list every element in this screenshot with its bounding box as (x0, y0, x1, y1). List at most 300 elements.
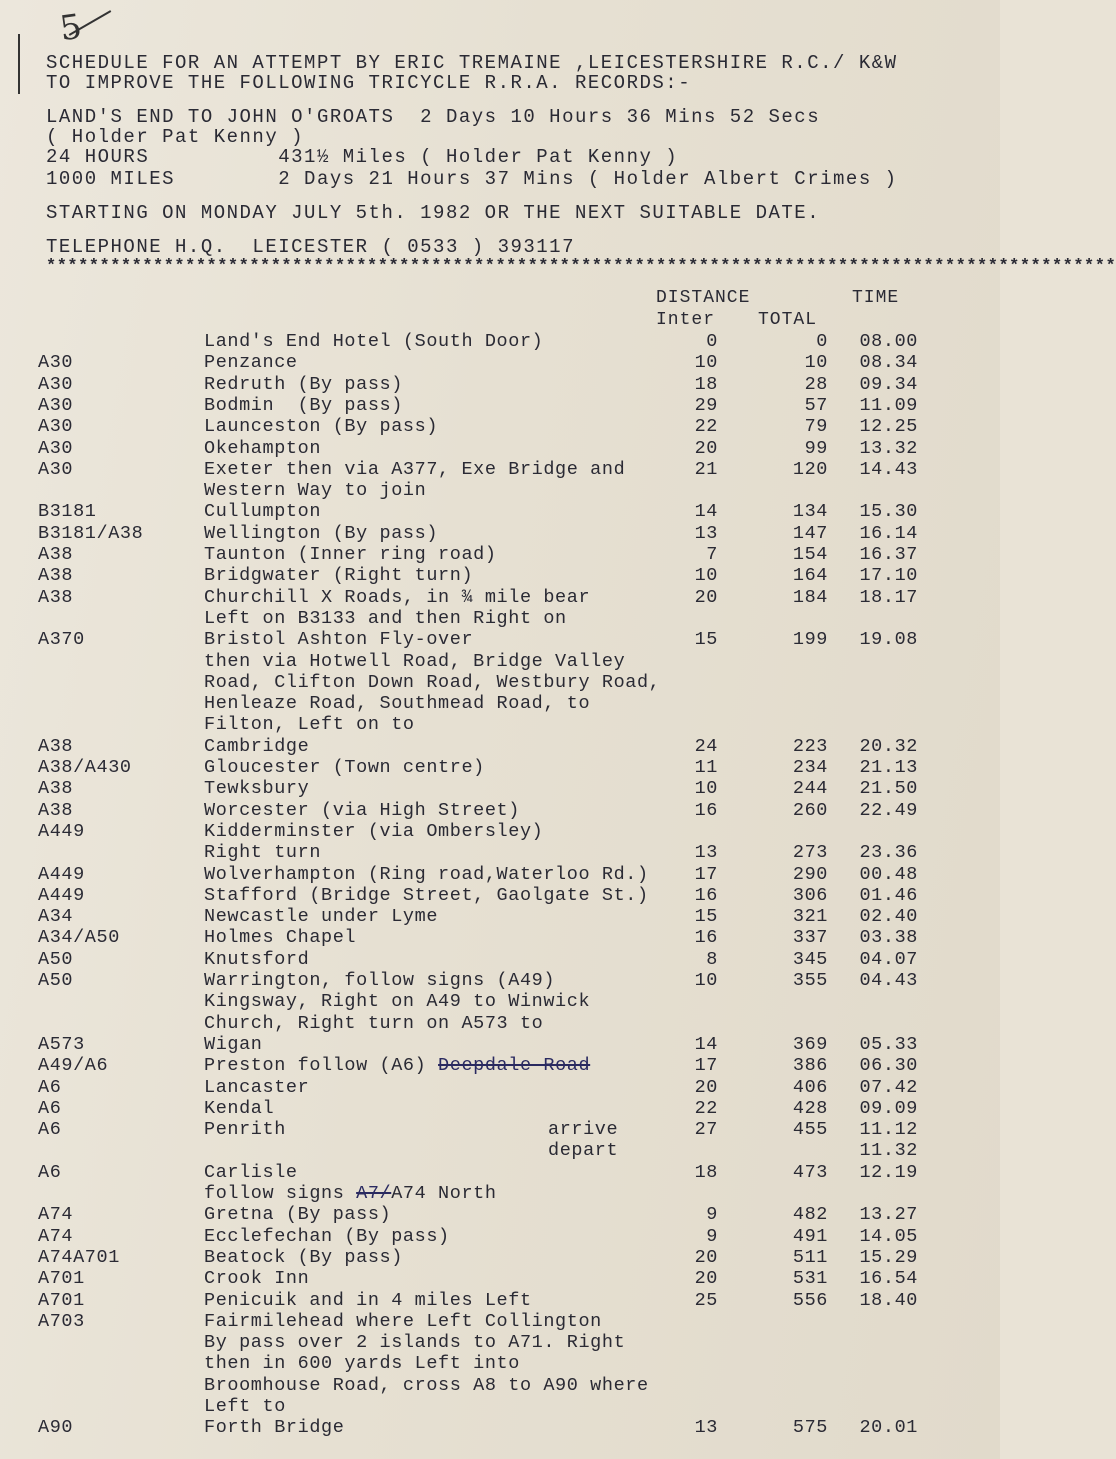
arrive-depart-note: arrive (548, 1119, 619, 1141)
total-distance: 406 (792, 1076, 828, 1098)
total-distance: 223 (792, 735, 828, 757)
total-distance: 199 (792, 629, 828, 651)
inter-distance: 10 (694, 565, 718, 587)
place-text: Beatock (By pass) (204, 1246, 403, 1268)
road-number: A34 (38, 906, 74, 928)
place-text: Wolverhampton (Ring road,Waterloo Rd.) (204, 863, 649, 885)
place-text: Ecclefechan (By pass) (204, 1225, 450, 1247)
place-text: Left to (204, 1396, 286, 1417)
schedule-row (0, 1055, 1000, 1076)
scheduled-time: 04.07 (859, 948, 918, 970)
total-distance: 0 (816, 331, 828, 352)
scheduled-time: 20.01 (859, 1417, 918, 1439)
inter-distance: 25 (694, 1289, 718, 1311)
road-number: A50 (38, 948, 74, 970)
total-distance: 120 (792, 458, 828, 480)
place-text: Wigan (204, 1033, 263, 1055)
inter-distance: 8 (706, 948, 718, 970)
header-line-1: SCHEDULE FOR AN ATTEMPT BY ERIC TREMAINE ,LEICESTERSHIRE R.C./ K&W (46, 52, 898, 74)
place-description (204, 374, 403, 395)
total-distance: 369 (792, 1033, 828, 1055)
place-text: Wellington (By pass) (204, 522, 439, 544)
place-description (204, 1375, 649, 1396)
schedule-row (0, 1268, 1000, 1289)
inter-distance: 22 (694, 1097, 718, 1119)
inter-distance: 17 (694, 1055, 718, 1077)
total-distance: 290 (792, 863, 828, 885)
place-description (204, 1290, 532, 1311)
place-text: Kendal (204, 1097, 275, 1119)
place-description (204, 416, 438, 437)
scheduled-time: 11.12 (859, 1119, 918, 1141)
schedule-row (0, 778, 1000, 799)
schedule-row (0, 672, 1000, 693)
place-text: Knutsford (204, 948, 310, 970)
inter-distance: 18 (694, 373, 718, 395)
schedule-row (0, 821, 1000, 842)
place-text: Crook Inn (204, 1268, 310, 1290)
schedule-row (0, 1311, 1000, 1332)
place-description (204, 949, 309, 970)
place-text: Forth Bridge (204, 1417, 345, 1439)
inter-distance: 16 (694, 884, 718, 906)
place-description (204, 800, 520, 821)
road-number: A38/A430 (38, 757, 132, 778)
road-number: A6 (38, 1161, 62, 1183)
road-number: A573 (38, 1033, 85, 1055)
scheduled-time: 18.40 (859, 1289, 918, 1311)
place-text: Kidderminster (via Ombersley) (204, 820, 544, 842)
place-description (204, 459, 625, 480)
place-text: Worcester (via High Street) (204, 799, 520, 821)
place-description (204, 1268, 309, 1289)
scheduled-time: 14.43 (859, 458, 918, 480)
place-description (204, 565, 473, 586)
road-number: B3181/A38 (38, 522, 144, 544)
scheduled-time: 12.19 (859, 1161, 918, 1183)
place-description (204, 1417, 344, 1438)
scheduled-time: 17.10 (859, 565, 918, 587)
place-description (204, 501, 321, 522)
road-number: A90 (38, 1417, 74, 1439)
schedule-row (0, 1183, 1000, 1204)
total-distance: 134 (792, 501, 828, 523)
inter-distance: 21 (694, 458, 718, 480)
place-description (204, 821, 543, 842)
place-text: Penrith (204, 1119, 286, 1141)
scheduled-time: 12.25 (859, 416, 918, 438)
total-distance: 455 (792, 1119, 828, 1141)
total-distance: 273 (792, 842, 828, 864)
total-distance: 79 (804, 416, 828, 438)
schedule-row (0, 331, 1000, 352)
inter-distance: 0 (706, 331, 718, 352)
header-line-4: ( Holder Pat Kenny ) (46, 126, 305, 148)
place-text: Gretna (By pass) (204, 1204, 392, 1226)
place-description (204, 927, 356, 948)
total-distance: 531 (792, 1268, 828, 1290)
place-description (204, 1119, 286, 1140)
schedule-row (0, 1077, 1000, 1098)
inter-distance: 20 (694, 1076, 718, 1098)
inter-distance: 13 (694, 1417, 718, 1439)
place-description (204, 544, 497, 565)
schedule-row (0, 587, 1000, 608)
place-text: Cullumpton (204, 501, 322, 523)
place-text: Henleaze Road, Southmead Road, to (204, 693, 591, 715)
place-description (204, 693, 590, 714)
column-header-inter: Inter (656, 310, 716, 330)
place-text: Filton, Left on to (204, 714, 415, 736)
place-text: Broomhouse Road, cross A8 to A90 where (204, 1374, 649, 1396)
road-number: A38 (38, 544, 74, 565)
place-text: Cambridge (204, 735, 310, 757)
scheduled-time: 01.46 (859, 884, 918, 906)
total-distance: 511 (792, 1246, 828, 1268)
road-number: A6 (38, 1097, 62, 1119)
place-text: Right turn (204, 842, 322, 864)
place-text: Warrington, follow signs (A49) (204, 970, 556, 991)
place-text-after: A74 North (391, 1183, 497, 1204)
struck-out-text: A7/ (356, 1183, 392, 1204)
inter-distance: 9 (706, 1204, 718, 1226)
inter-distance: 14 (694, 501, 718, 523)
header-line-7: STARTING ON MONDAY JULY 5th. 1982 OR THE NEXT SUITABLE DATE. (46, 202, 821, 224)
total-distance: 556 (792, 1289, 828, 1311)
place-text: Newcastle under Lyme (204, 906, 439, 928)
road-number: A38 (38, 799, 74, 821)
scheduled-time: 03.38 (859, 927, 918, 949)
place-text: Bristol Ashton Fly-over (204, 629, 474, 651)
schedule-row (0, 459, 1000, 480)
scheduled-time: 11.32 (859, 1140, 918, 1162)
place-description (204, 1396, 286, 1417)
place-description (204, 736, 309, 757)
place-description (204, 842, 321, 863)
schedule-row (0, 970, 1000, 991)
place-text: Holmes Chapel (204, 927, 357, 949)
total-distance: 386 (792, 1055, 828, 1077)
total-distance: 99 (804, 437, 828, 459)
place-description (204, 714, 415, 735)
schedule-row (0, 927, 1000, 948)
place-description (204, 1055, 590, 1076)
scheduled-time: 15.29 (859, 1246, 918, 1268)
place-text: Land's End Hotel (South Door) (204, 331, 544, 352)
road-number: A38 (38, 735, 74, 757)
inter-distance: 9 (706, 1225, 718, 1247)
scheduled-time: 23.36 (859, 842, 918, 864)
place-text: Church, Right turn on A573 to (204, 1012, 544, 1034)
scheduled-time: 14.05 (859, 1225, 918, 1247)
total-distance: 244 (792, 778, 828, 800)
total-distance: 234 (792, 757, 828, 778)
schedule-row (0, 544, 1000, 565)
place-description (204, 970, 555, 991)
scheduled-time: 16.14 (859, 522, 918, 544)
place-text: Penicuik and in 4 miles Left (204, 1289, 532, 1311)
scheduled-time: 21.50 (859, 778, 918, 800)
schedule-row (0, 1353, 1000, 1374)
place-text: then in 600 yards Left into (204, 1353, 520, 1375)
place-description (204, 1077, 309, 1098)
scheduled-time: 05.33 (859, 1033, 918, 1055)
scheduled-time: 02.40 (859, 906, 918, 928)
scheduled-time: 16.37 (859, 544, 918, 565)
scheduled-time: 11.09 (859, 394, 918, 416)
schedule-row (0, 565, 1000, 586)
schedule-row (0, 736, 1000, 757)
place-description (204, 1332, 625, 1353)
road-number: A30 (38, 416, 74, 438)
place-text: Road, Clifton Down Road, Westbury Road, (204, 671, 661, 693)
header-line-6: 1000 MILES 2 Days 21 Hours 37 Mins ( Holder Albert Crimes ) (46, 168, 898, 190)
schedule-row (0, 1140, 1000, 1161)
inter-distance: 14 (694, 1033, 718, 1055)
place-description (204, 480, 426, 501)
inter-distance: 27 (694, 1119, 718, 1141)
schedule-row (0, 651, 1000, 672)
place-description (204, 1098, 274, 1119)
place-description (204, 1247, 403, 1268)
road-number: A30 (38, 394, 74, 416)
schedule-row (0, 1332, 1000, 1353)
schedule-row (0, 1098, 1000, 1119)
schedule-row (0, 629, 1000, 650)
scheduled-time: 07.42 (859, 1076, 918, 1098)
road-number: A6 (38, 1119, 62, 1141)
inter-distance: 20 (694, 586, 718, 608)
scheduled-time: 22.49 (859, 799, 918, 821)
scheduled-time: 21.13 (859, 757, 918, 778)
total-distance: 306 (792, 884, 828, 906)
header-line-2: TO IMPROVE THE FOLLOWING TRICYCLE R.R.A. RECORDS:- (46, 72, 692, 94)
place-text: Kingsway, Right on A49 to Winwick (204, 991, 591, 1013)
place-text: By pass over 2 islands to A71. Right (204, 1332, 626, 1354)
road-number: A30 (38, 352, 74, 374)
schedule-row (0, 352, 1000, 373)
place-text: Fairmilehead where Left Collington (204, 1310, 602, 1332)
road-number: A30 (38, 437, 74, 459)
place-description (204, 885, 649, 906)
schedule-row (0, 1290, 1000, 1311)
place-description (204, 757, 485, 778)
inter-distance: 11 (694, 757, 718, 778)
scheduled-time: 06.30 (859, 1055, 918, 1077)
scheduled-time: 20.32 (859, 735, 918, 757)
total-distance: 260 (792, 799, 828, 821)
road-number: A6 (38, 1076, 62, 1098)
total-distance: 337 (792, 927, 828, 949)
road-number: A74 (38, 1225, 74, 1247)
road-number: A34/A50 (38, 927, 120, 949)
inter-distance: 16 (694, 927, 718, 949)
inter-distance: 15 (694, 906, 718, 928)
place-description (204, 906, 438, 927)
place-description (204, 672, 660, 693)
place-text: Penzance (204, 352, 298, 374)
place-description (204, 1353, 520, 1374)
place-description (204, 608, 567, 629)
scheduled-time: 04.43 (859, 970, 918, 991)
place-description (204, 587, 590, 608)
inter-distance: 18 (694, 1161, 718, 1183)
scheduled-time: 13.27 (859, 1204, 918, 1226)
schedule-row (0, 1226, 1000, 1247)
inter-distance: 29 (694, 394, 718, 416)
inter-distance: 20 (694, 1246, 718, 1268)
place-text: Carlisle (204, 1161, 298, 1183)
scheduled-time: 09.34 (859, 373, 918, 395)
schedule-row (0, 1247, 1000, 1268)
inter-distance: 7 (706, 544, 718, 565)
header-line-3: LAND'S END TO JOHN O'GROATS 2 Days 10 Hours 36 Mins 52 Secs (46, 106, 821, 128)
asterisk-divider: **************************************************************************************************** (46, 257, 1116, 276)
place-text: Tewksbury (204, 778, 310, 800)
schedule-row (0, 885, 1000, 906)
inter-distance: 17 (694, 863, 718, 885)
road-number: A38 (38, 778, 74, 800)
schedule-row (0, 906, 1000, 927)
schedule-row (0, 757, 1000, 778)
total-distance: 491 (792, 1225, 828, 1247)
road-number: A49/A6 (38, 1055, 109, 1077)
schedule-row (0, 395, 1000, 416)
schedule-row (0, 438, 1000, 459)
schedule-row (0, 991, 1000, 1012)
place-text: Churchill X Roads, in ¾ mile bear (204, 586, 591, 608)
road-number: A449 (38, 884, 85, 906)
inter-distance: 16 (694, 799, 718, 821)
schedule-row (0, 374, 1000, 395)
road-number: A449 (38, 820, 85, 842)
place-description (204, 1226, 450, 1247)
inter-distance: 20 (694, 1268, 718, 1290)
inter-distance: 20 (694, 437, 718, 459)
place-text: Lancaster (204, 1076, 310, 1098)
place-text: then via Hotwell Road, Bridge Valley (204, 650, 626, 672)
inter-distance: 24 (694, 735, 718, 757)
scheduled-time: 09.09 (859, 1097, 918, 1119)
road-number: A701 (38, 1289, 85, 1311)
road-number: A38 (38, 565, 74, 587)
road-number: A449 (38, 863, 85, 885)
place-text: Redruth (By pass) (204, 373, 403, 395)
schedule-row (0, 949, 1000, 970)
place-description (204, 395, 403, 416)
column-header-total: TOTAL (758, 310, 818, 330)
total-distance: 355 (792, 970, 828, 991)
place-text: Bodmin (By pass) (204, 394, 403, 416)
scheduled-time: 15.30 (859, 501, 918, 523)
place-text: Gloucester (Town centre) (204, 757, 485, 778)
inter-distance: 13 (694, 522, 718, 544)
place-description (204, 1183, 497, 1204)
total-distance: 147 (792, 522, 828, 544)
total-distance: 473 (792, 1161, 828, 1183)
place-description (204, 1311, 602, 1332)
schedule-row (0, 1119, 1000, 1140)
schedule-row (0, 1396, 1000, 1417)
schedule-row (0, 501, 1000, 522)
place-text: Left on B3133 and then Right on (204, 607, 567, 629)
schedule-row (0, 800, 1000, 821)
schedule-row (0, 842, 1000, 863)
road-number: A50 (38, 970, 74, 991)
inter-distance: 10 (694, 970, 718, 991)
road-number: A701 (38, 1268, 85, 1290)
place-description (204, 1013, 543, 1034)
place-text: Exeter then via A377, Exe Bridge and (204, 458, 626, 480)
road-number: A30 (38, 373, 74, 395)
struck-out-text: Deepdale Road (438, 1055, 591, 1077)
scheduled-time: 16.54 (859, 1268, 918, 1290)
place-description (204, 1204, 391, 1225)
place-description (204, 1034, 263, 1055)
place-description (204, 1162, 298, 1183)
total-distance: 184 (792, 586, 828, 608)
schedule-row (0, 1375, 1000, 1396)
road-number: A370 (38, 629, 85, 651)
column-header-distance: DISTANCE (656, 288, 751, 308)
place-text: Launceston (By pass) (204, 416, 439, 438)
place-text: Okehampton (204, 437, 322, 459)
place-text: Stafford (Bridge Street, Gaolgate St.) (204, 884, 649, 906)
total-distance: 154 (792, 544, 828, 565)
place-description (204, 651, 625, 672)
place-description (204, 991, 590, 1012)
total-distance: 57 (804, 394, 828, 416)
inter-distance: 10 (694, 352, 718, 374)
total-distance: 321 (792, 906, 828, 928)
schedule-row (0, 714, 1000, 735)
schedule-row (0, 416, 1000, 437)
header-line-5: 24 HOURS 431½ Miles ( Holder Pat Kenny ) (46, 146, 679, 168)
place-description (204, 778, 309, 799)
total-distance: 428 (792, 1097, 828, 1119)
inter-distance: 10 (694, 778, 718, 800)
scheduled-time: 19.08 (859, 629, 918, 651)
road-number: B3181 (38, 501, 97, 523)
schedule-row (0, 693, 1000, 714)
schedule-row (0, 1162, 1000, 1183)
schedule-row (0, 523, 1000, 544)
scheduled-time: 00.48 (859, 863, 918, 885)
place-description (204, 523, 438, 544)
header-line-8: TELEPHONE H.Q. LEICESTER ( 0533 ) 393117 (46, 236, 575, 258)
schedule-row (0, 480, 1000, 501)
schedule-row (0, 1013, 1000, 1034)
place-description (204, 331, 543, 352)
total-distance: 575 (792, 1417, 828, 1439)
place-description (204, 629, 473, 650)
road-number: A74 (38, 1204, 74, 1226)
schedule-row (0, 1034, 1000, 1055)
place-text: Bridgwater (Right turn) (204, 565, 474, 587)
inter-distance: 15 (694, 629, 718, 651)
scheduled-time: 08.00 (859, 331, 918, 352)
schedule-row (0, 864, 1000, 885)
place-description (204, 438, 321, 459)
place-text: Taunton (Inner ring road) (204, 544, 497, 565)
road-number: A30 (38, 458, 74, 480)
place-text: Western Way to join (204, 480, 427, 502)
road-number: A703 (38, 1310, 85, 1332)
arrive-depart-note: depart (548, 1140, 619, 1162)
scheduled-time: 18.17 (859, 586, 918, 608)
place-description (204, 352, 298, 373)
road-number: A74A701 (38, 1246, 120, 1268)
